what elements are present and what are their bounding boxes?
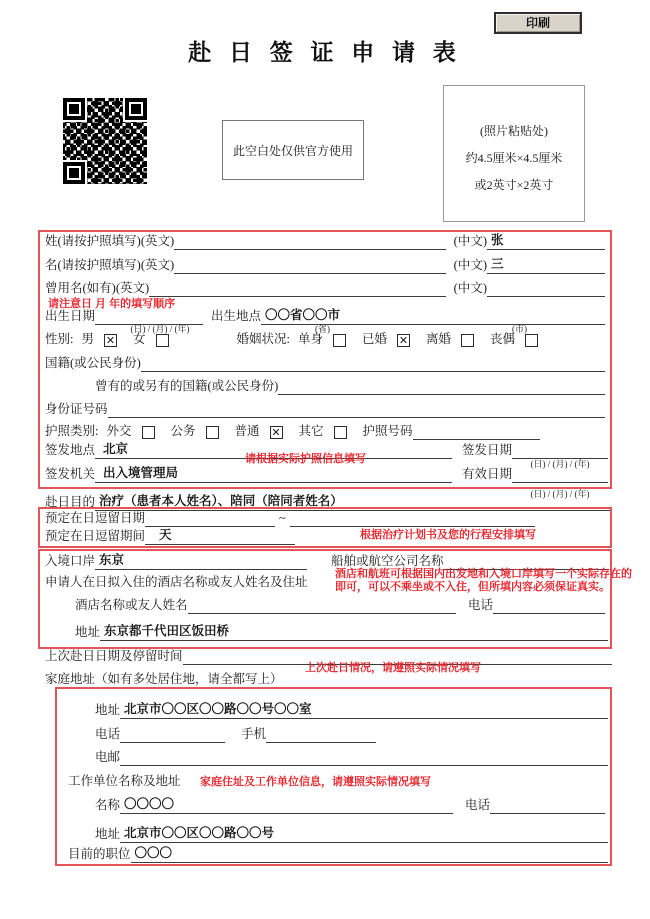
issue-date-label: 签发日期	[461, 443, 512, 458]
nationality-label: 国籍(或公民身份)	[45, 356, 141, 371]
hotel-note-line2: 即可，可以不乘坐或不入住，但所填内容必须保证真实。	[335, 581, 610, 593]
home-phone-label: 电话	[95, 727, 121, 742]
position-value: 〇〇〇	[134, 846, 173, 861]
sex-option-male-label: 男	[81, 332, 94, 346]
passport-no-label: 护照号码	[362, 424, 413, 439]
stay-tilde: ~	[279, 511, 286, 526]
position-label: 目前的职位	[68, 847, 131, 862]
home-address-label: 地址	[95, 703, 121, 718]
home-mobile-label: 手机	[241, 727, 267, 742]
checkbox-widowed[interactable]	[525, 334, 538, 347]
passport-info-note: 请根据实际护照信息填写	[245, 453, 366, 465]
given-name-en-label: 名(请按护照填写)(英文)	[45, 258, 175, 273]
passport-type-label: 护照类别:	[45, 424, 99, 439]
passport-no-field[interactable]	[413, 424, 540, 440]
dob-order-note: 请注意日 月 年的填写顺序	[48, 298, 176, 310]
work-address-value: 北京市〇〇区〇〇路〇〇号	[124, 826, 275, 841]
sex-option-female-label: 女	[133, 332, 146, 346]
issue-org-field[interactable]	[95, 467, 452, 483]
marital-single-label: 单身	[298, 332, 324, 346]
stay-period-value: 天	[159, 528, 172, 543]
checkbox-single[interactable]	[333, 334, 346, 347]
work-note: 家庭住址及工作单位信息，请遵照实际情况填写	[200, 776, 431, 788]
stay-dates-label: 预定在日逗留日期	[45, 511, 146, 526]
dob-format-hint: (日) / (月) / (年)	[130, 324, 190, 334]
work-name-label: 名称	[95, 798, 121, 813]
hotel-intro-label: 申请人在日拟入住的酒店名称或友人姓名及住址	[45, 575, 308, 589]
passport-diplomatic-label: 外交	[106, 424, 132, 439]
qr-code	[63, 98, 147, 184]
work-phone-field[interactable]	[490, 798, 605, 814]
birthplace-value: 〇〇省〇〇市	[265, 308, 341, 323]
id-number-label: 身份证号码	[45, 402, 108, 417]
page-title: 赴 日 签 证 申 请 表	[188, 40, 462, 65]
stay-period-label: 预定在日逗留期间	[45, 529, 146, 544]
work-name-value: 〇〇〇〇	[124, 797, 175, 812]
hotel-note-line1: 酒店和航班可根据国内出发地和入境口岸填写一个实际存在的	[335, 568, 632, 580]
home-address-field[interactable]	[120, 703, 608, 719]
former-name-cn-field[interactable]	[487, 281, 605, 297]
stay-note: 根据治疗计划书及您的行程安排填写	[360, 529, 536, 541]
entry-port-label: 入境口岸	[45, 554, 96, 569]
entry-port-value: 东京	[99, 553, 125, 568]
expiry-date-label: 有效日期	[461, 467, 512, 482]
purpose-value: 治疗（患者本人姓名）、陪同（陪同者姓名）	[99, 494, 343, 509]
photo-box-line1: (照片粘贴处)	[480, 124, 548, 138]
home-mobile-field[interactable]	[266, 727, 376, 743]
home-address-value: 北京市〇〇区〇〇路〇〇号〇〇室	[124, 702, 312, 717]
issue-org-value: 出入境管理局	[103, 466, 179, 481]
checkbox-divorced[interactable]	[461, 334, 474, 347]
home-email-label: 电邮	[95, 750, 121, 765]
passport-ordinary-label: 普通	[234, 424, 260, 439]
dob-label: 出生日期	[45, 309, 96, 324]
former-nationality-label: 曾有的或另有的国籍(或公民身份)	[95, 379, 279, 394]
hotel-name-field[interactable]	[188, 598, 456, 614]
given-name-cn-field[interactable]	[487, 258, 605, 274]
qr-finder-top-left	[63, 98, 85, 120]
id-number-field[interactable]	[108, 402, 605, 418]
hotel-phone-field[interactable]	[493, 598, 605, 614]
hotel-address-value: 东京都千代田区饭田桥	[104, 624, 230, 639]
hotel-phone-label: 电话	[467, 598, 493, 613]
former-name-en-field[interactable]	[149, 281, 446, 297]
given-name-cn-label: (中文)	[453, 258, 487, 273]
previous-visit-label: 上次赴日日期及停留时间	[45, 649, 183, 664]
qr-finder-top-right	[125, 98, 147, 120]
marital-divorced-label: 离婚	[426, 332, 452, 346]
sex-label: 性别:	[45, 332, 74, 346]
given-name-en-field[interactable]	[174, 258, 446, 274]
former-nationality-field[interactable]	[278, 379, 605, 395]
birthplace-label: 出生地点	[211, 309, 262, 324]
issue-place-label: 签发地点	[45, 443, 96, 458]
stay-period-field[interactable]	[145, 529, 295, 545]
passport-other-label: 其它	[298, 424, 324, 439]
hotel-address-label: 地址	[75, 625, 101, 640]
surname-cn-value: 张	[491, 233, 504, 248]
marital-widowed-label: 丧偶	[490, 332, 516, 346]
work-address-field[interactable]	[120, 827, 608, 843]
home-address-intro-label: 家庭地址（如有多处居住地，请全都写上）	[45, 672, 283, 686]
work-address-label: 地址	[95, 827, 121, 842]
expiry-date-format-hint: (日) / (月) / (年)	[530, 489, 590, 499]
hotel-name-label: 酒店名称或友人姓名	[75, 598, 188, 613]
home-email-field[interactable]	[120, 750, 608, 766]
expiry-date-field[interactable]	[512, 467, 608, 483]
official-use-box	[222, 120, 364, 180]
issue-org-label: 签发机关	[45, 467, 96, 482]
surname-en-field[interactable]	[174, 234, 446, 250]
surname-en-label: 姓(请按护照填写)(英文)	[45, 234, 175, 249]
qr-finder-bottom-left	[63, 162, 85, 184]
carrier-label: 船舶或航空公司名称	[331, 554, 444, 569]
issue-place-value: 北京	[103, 442, 129, 457]
photo-box	[443, 85, 585, 222]
hotel-address-field[interactable]	[100, 625, 608, 641]
official-use-text: 此空白处仅供官方使用	[232, 143, 353, 158]
issue-date-format-hint: (日) / (月) / (年)	[530, 459, 590, 469]
marital-label: 婚姻状况:	[236, 332, 290, 346]
checkbox-ordinary[interactable]: ✕	[271, 426, 281, 439]
checkbox-married[interactable]: ✕	[398, 333, 409, 347]
work-name-field[interactable]	[120, 798, 453, 814]
former-name-cn-label: (中文)	[453, 281, 487, 296]
work-section-label: 工作单位名称及地址	[68, 774, 181, 788]
photo-box-line3: 或2英寸×2英寸	[474, 178, 554, 192]
marital-married-label: 已婚	[362, 332, 388, 346]
checkbox-female[interactable]	[156, 334, 169, 347]
given-name-cn-value: 三	[491, 257, 504, 272]
checkbox-other[interactable]	[334, 426, 347, 439]
surname-cn-field[interactable]	[487, 234, 605, 250]
checkbox-diplomatic[interactable]	[142, 426, 155, 439]
position-field[interactable]	[131, 847, 608, 863]
previous-visit-note: 上次赴日情况，请遵照实际情况填写	[305, 662, 481, 674]
former-name-label: 曾用名(如有)(英文)	[45, 281, 150, 296]
entry-port-field[interactable]	[95, 554, 307, 570]
checkbox-male[interactable]: ✕	[105, 333, 116, 347]
city-hint: (市)	[512, 324, 527, 334]
stay-date-from-field[interactable]	[145, 511, 275, 527]
passport-official-label: 公务	[170, 424, 196, 439]
surname-cn-label: (中文)	[453, 234, 487, 249]
home-phone-field[interactable]	[120, 727, 225, 743]
photo-box-line2: 约4.5厘米×4.5厘米	[465, 151, 563, 165]
province-hint: (省)	[315, 324, 330, 334]
stay-date-to-field[interactable]	[290, 511, 535, 527]
nationality-field[interactable]	[141, 356, 605, 372]
birthplace-field[interactable]	[261, 309, 605, 325]
checkbox-official[interactable]	[206, 426, 219, 439]
purpose-label: 赴日目的	[45, 495, 96, 510]
print-button[interactable]: 印刷	[494, 12, 582, 34]
work-phone-label: 电话	[464, 798, 490, 813]
